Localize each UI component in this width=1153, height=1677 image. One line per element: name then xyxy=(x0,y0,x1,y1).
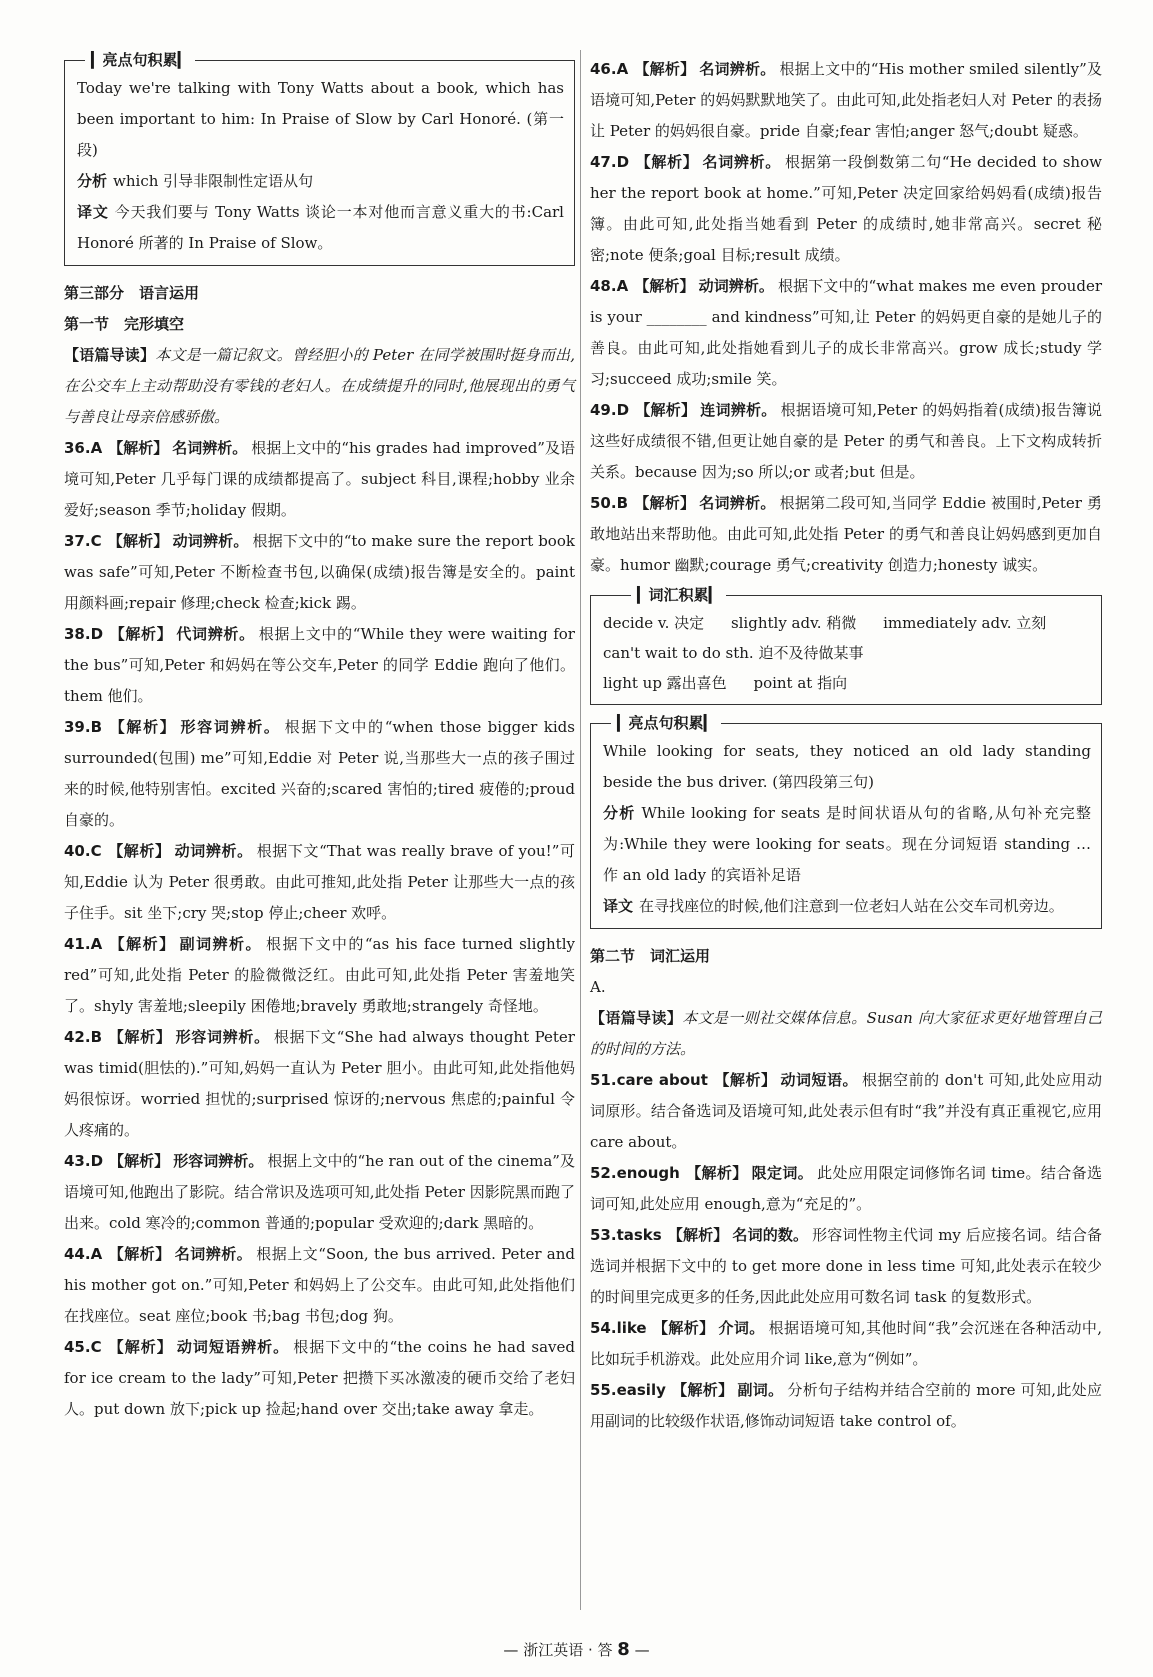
analysis-tag: 【解析】 xyxy=(634,60,696,78)
answer-number: 49.D xyxy=(590,401,630,419)
analysis-tag: 【解析】 xyxy=(108,935,176,953)
explanation-text: 根据下文“That was really brave of you!”可知,Eddie 认为 Peter 很勇敢。由此可推知,此处指 Peter 让那些大一点的孩子住手。sit 坐下;cry 哭;stop 停止;cheer 欢呼。 xyxy=(64,842,575,922)
translation-label: 译文 xyxy=(603,897,634,915)
analysis-tag: 【解析】 xyxy=(635,401,697,419)
question-type: 限定词。 xyxy=(751,1164,814,1182)
answer-item xyxy=(590,54,1102,147)
answer-item xyxy=(64,433,575,526)
answer-item xyxy=(590,488,1102,581)
explanation-text: 根据上文中的“While they were waiting for the bus”可知,Peter 和妈妈在等公交车,Peter 的同学 Eddie 跑向了他们。them 他们。 xyxy=(64,625,575,705)
explanation-text: 根据第一段倒数第二句“He decided to show her the report book at home.”可知,Peter 决定回家给妈妈看(成绩)报告簿。由此可知,此处指当她看到 Peter 的成绩时,她非常高兴。secret 秘密;note 便条;goal 目标;result 成绩。 xyxy=(590,153,1102,264)
highlight-sentence: While looking for seats, they noticed an old lady standing beside the bus driver. (第四段第三句) xyxy=(603,742,1091,791)
explanation-text: 根据上文“Soon, the bus arrived. Peter and his mother got on.”可知,Peter 和妈妈上了公交车。由此可知,此处指他们在找座位。seat 座位;book 书;bag 书包;dog 狗。 xyxy=(64,1245,575,1325)
answer-item xyxy=(590,1158,1102,1220)
answer-item xyxy=(64,619,575,712)
explanation-text: 根据语境可知,Peter 的妈妈指着(成绩)报告簿说这些好成绩很不错,但更让她自豪的是 Peter 的勇气和善良。上下文构成转折关系。because 因为;so 所以;or 或者;but 但是。 xyxy=(590,401,1102,481)
answer-number: 52.enough xyxy=(590,1164,680,1182)
page-number: 8 xyxy=(617,1639,630,1660)
question-type: 形容词辨析。 xyxy=(180,718,281,736)
answer-item xyxy=(64,1239,575,1332)
question-type: 动词短语辨析。 xyxy=(176,1338,290,1356)
analysis-tag: 【解析】 xyxy=(108,439,169,457)
question-type: 连词辨析。 xyxy=(700,401,777,419)
analysis-tag: 【解析】 xyxy=(652,1319,715,1337)
right-column xyxy=(590,54,1102,1437)
question-type: 动词辨析。 xyxy=(174,842,253,860)
page-footer xyxy=(0,1634,1153,1666)
answer-number: 53.tasks xyxy=(590,1226,662,1244)
highlight-sentence-box xyxy=(64,51,575,266)
question-type: 名词辨析。 xyxy=(699,494,776,512)
answer-item xyxy=(64,712,575,836)
analysis-tag: 【解析】 xyxy=(634,277,695,295)
explanation-text: 分析句子结构并结合空前的 more 可知,此处应用副词的比较级作状语,修饰动词短语 take control of。 xyxy=(590,1381,1102,1430)
analysis-tag: 【解析】 xyxy=(109,625,173,643)
answer-item xyxy=(64,1146,575,1239)
reading-guide xyxy=(64,340,575,433)
explanation-text: 根据空前的 don't 可知,此处应用动词原形。结合备选词及语境可知,此处表示但有时“我”并没有真正重视它,应用 care about。 xyxy=(590,1071,1102,1151)
translation-text: 今天我们要与 Tony Watts 谈论一本对他而言意义重大的书:Carl Honoré 所著的 In Praise of Slow。 xyxy=(77,203,564,252)
answer-number: 55.easily xyxy=(590,1381,666,1399)
analysis-tag: 【解析】 xyxy=(713,1071,777,1089)
question-type: 动词短语。 xyxy=(780,1071,859,1089)
left-column xyxy=(64,51,575,1425)
question-type: 名词辨析。 xyxy=(172,439,248,457)
answer-number: 46.A xyxy=(590,60,629,78)
answer-number: 36.A xyxy=(64,439,103,457)
answer-number: 42.B xyxy=(64,1028,103,1046)
question-type: 副词辨析。 xyxy=(179,935,262,953)
question-type: 形容词辨析。 xyxy=(173,1152,264,1170)
question-type: 形容词辨析。 xyxy=(175,1028,270,1046)
highlight-sentence-box-2 xyxy=(590,714,1102,929)
section-heading: 第二节 词汇运用 xyxy=(590,947,711,965)
box-title: ▎ 亮点句积累 ▎ xyxy=(611,712,721,734)
answer-item xyxy=(64,836,575,929)
question-type: 名词辨析。 xyxy=(699,60,776,78)
answer-item xyxy=(64,1022,575,1146)
answer-number: 43.D xyxy=(64,1152,104,1170)
analysis-label: 分析 xyxy=(603,804,636,822)
translation-text: 在寻找座位的时候,他们注意到一位老妇人站在公交车司机旁边。 xyxy=(639,897,1064,915)
answer-number: 50.B xyxy=(590,494,629,512)
guide-label: 【语篇导读】 xyxy=(64,346,156,364)
glossary-entry: decide v. 决定 xyxy=(603,614,705,632)
explanation-text: 根据下文“She had always thought Peter was timid(胆怯的).”可知,妈妈一直认为 Peter 胆小。由此可知,此处指他妈妈很惊讶。worried 担忧的;surprised 惊讶的;nervous 焦虑的;painful 令人疼痛的。 xyxy=(64,1028,575,1139)
explanation-text: 根据下文中的“the coins he had saved for ice cream to the lady”可知,Peter 把攒下买冰激凌的硬币交给了老妇人。put down 放下;pick up 捡起;hand over 交出;take away 拿走。 xyxy=(64,1338,575,1418)
footer-dash: — xyxy=(503,1641,519,1659)
analysis-tag: 【解析】 xyxy=(108,1028,172,1046)
answer-number: 39.B xyxy=(64,718,103,736)
explanation-text: 根据上文中的“his grades had improved”及语境可知,Peter 几乎每门课的成绩都提高了。subject 科目,课程;hobby 业余爱好;season 季节;holiday 假期。 xyxy=(64,439,575,519)
glossary-entry: light up 露出喜色 xyxy=(603,674,727,692)
glossary-row xyxy=(603,638,1091,668)
question-type: 动词辨析。 xyxy=(172,532,249,550)
answer-number: 44.A xyxy=(64,1245,103,1263)
answer-number: 45.C xyxy=(64,1338,102,1356)
answer-number: 38.D xyxy=(64,625,104,643)
guide-text: 本文是一篇记叙文。曾经胆小的 Peter 在同学被围时挺身而出,在公交车上主动帮助没有零钱的老妇人。在成绩提升的同时,他展现出的勇气与善良让母亲倍感骄傲。 xyxy=(64,346,575,426)
explanation-text: 根据下文中的“as his face turned slightly red”可知,此处指 Peter 的脸微微泛红。由此可知,此处指 Peter 害羞地笑了。shyly 害羞地;sleepily 困倦地;bravely 勇敢地;strangely 奇怪地。 xyxy=(64,935,575,1015)
answer-number: 48.A xyxy=(590,277,629,295)
glossary-entry: point at 指向 xyxy=(753,674,848,692)
answer-list-left xyxy=(64,433,575,1425)
analysis-text: While looking for seats 是时间状语从句的省略,从句补充完整为:While they were looking for seats。现在分词短语 standing … 作 an old lady 的宾语补足语 xyxy=(603,804,1091,884)
glossary-entry: slightly adv. 稍微 xyxy=(730,614,857,632)
answer-number: 41.A xyxy=(64,935,103,953)
glossary-row xyxy=(603,668,1091,698)
explanation-text: 形容词性物主代词 my 后应接名词。结合备选词并根据下文中的 to get more done in less time 可知,此处表示在较少的时间里完成更多的任务,因此此处应用可数名词 task 的复数形式。 xyxy=(590,1226,1102,1306)
subsection-label: A. xyxy=(590,978,606,996)
analysis-tag: 【解析】 xyxy=(685,1164,748,1182)
question-type: 名词的数。 xyxy=(732,1226,809,1244)
glossary-box xyxy=(590,586,1102,705)
explanation-text: 根据下文中的“what makes me even prouder is your ________ and kindness”可知,让 Peter 的妈妈更自豪的是她儿子的善良。由此可知,此处指她看到儿子的成长非常高兴。grow 成长;study 学习;succeed 成功;smile 笑。 xyxy=(590,277,1102,388)
section-heading: 第一节 完形填空 xyxy=(64,315,185,333)
answer-item xyxy=(64,1332,575,1425)
explanation-text: 根据下文中的“when those bigger kids surrounded(包围) me”可知,Eddie 对 Peter 说,当那些大一点的孩子围过来的时候,他特别害怕。excited 兴奋的;scared 害怕的;tired 疲倦的;proud 自豪的。 xyxy=(64,718,575,829)
analysis-tag: 【解析】 xyxy=(108,1245,171,1263)
answer-item xyxy=(590,1375,1102,1437)
answer-number: 40.C xyxy=(64,842,102,860)
analysis-tag: 【解析】 xyxy=(107,1338,173,1356)
explanation-text: 根据上文中的“he ran out of the cinema”及语境可知,他跑出了影院。结合常识及选项可知,此处指 Peter 因影院黑而跑了出来。cold 寒冷的;common 普通的;popular 受欢迎的;dark 黑暗的。 xyxy=(64,1152,575,1232)
explanation-text: 根据下文中的“to make sure the report book was safe”可知,Peter 不断检查书包,以确保(成绩)报告簿是安全的。paint 用颜料画;repair 修理;check 检查;kick 踢。 xyxy=(64,532,575,612)
answer-item xyxy=(590,1220,1102,1313)
translation-label: 译文 xyxy=(77,203,109,221)
analysis-tag: 【解析】 xyxy=(671,1381,734,1399)
answer-item xyxy=(64,929,575,1022)
explanation-text: 根据上文中的“His mother smiled silently”及语境可知,Peter 的妈妈默默地笑了。由此可知,此处指老妇人对 Peter 的表扬让 Peter 的妈妈很自豪。pride 自豪;fear 害怕;anger 怒气;doubt 疑惑。 xyxy=(590,60,1102,140)
analysis-tag: 【解析】 xyxy=(108,718,177,736)
answer-item xyxy=(590,147,1102,271)
glossary-row xyxy=(603,608,1091,638)
answer-item xyxy=(64,526,575,619)
analysis-tag: 【解析】 xyxy=(107,842,171,860)
question-type: 动词辨析。 xyxy=(698,277,775,295)
answer-list-vocab xyxy=(590,1065,1102,1437)
part-heading: 第三部分 语言运用 xyxy=(64,284,200,302)
answer-item xyxy=(590,1065,1102,1158)
answer-list-right xyxy=(590,54,1102,581)
analysis-tag: 【解析】 xyxy=(667,1226,729,1244)
glossary-entry: immediately adv. 立刻 xyxy=(883,614,1047,632)
answer-number: 54.like xyxy=(590,1319,647,1337)
analysis-tag: 【解析】 xyxy=(109,1152,170,1170)
analysis-tag: 【解析】 xyxy=(635,153,699,171)
guide-text: 本文是一则社交媒体信息。Susan 向大家征求更好地管理自己的时间的方法。 xyxy=(590,1009,1102,1058)
analysis-label: 分析 xyxy=(77,172,108,190)
answer-item xyxy=(590,1313,1102,1375)
answer-number: 47.D xyxy=(590,153,630,171)
answer-number: 51.care about xyxy=(590,1071,708,1089)
question-type: 名词辨析。 xyxy=(174,1245,253,1263)
question-type: 代词辨析。 xyxy=(176,625,255,643)
answer-number: 37.C xyxy=(64,532,102,550)
box-title: ▎ 亮点句积累 ▎ xyxy=(85,49,195,71)
answer-item xyxy=(590,271,1102,395)
reading-guide-2 xyxy=(590,1003,1102,1065)
glossary-title: ▎ 词汇积累 ▎ xyxy=(631,584,726,606)
question-type: 副词。 xyxy=(737,1381,784,1399)
column-divider xyxy=(580,50,581,1610)
explanation-text: 此处应用限定词修饰名词 time。结合备选词可知,此处应用 enough,意为“充足的”。 xyxy=(590,1164,1102,1213)
question-type: 介词。 xyxy=(718,1319,765,1337)
explanation-text: 根据第二段可知,当同学 Eddie 被围时,Peter 勇敢地站出来帮助他。由此可知,此处指 Peter 的勇气和善良让妈妈感到更加自豪。humor 幽默;courage 勇气;creativity 创造力;honesty 诚实。 xyxy=(590,494,1102,574)
analysis-text: which 引导非限制性定语从句 xyxy=(113,172,314,190)
glossary-entry: can't wait to do sth. 迫不及待做某事 xyxy=(603,644,864,662)
footer-dash: — xyxy=(634,1641,650,1659)
answer-item xyxy=(590,395,1102,488)
question-type: 名词辨析。 xyxy=(702,153,781,171)
guide-label: 【语篇导读】 xyxy=(590,1009,683,1027)
analysis-tag: 【解析】 xyxy=(634,494,696,512)
analysis-tag: 【解析】 xyxy=(107,532,169,550)
highlight-sentence: Today we're talking with Tony Watts about a book, which has been important to him: In Praise of Slow by Carl Honoré. (第一段) xyxy=(77,79,564,159)
explanation-text: 根据语境可知,其他时间“我”会沉迷在各种活动中,比如玩手机游戏。此处应用介词 like,意为“例如”。 xyxy=(590,1319,1102,1368)
footer-label: 浙江英语 · 答 xyxy=(523,1641,613,1659)
